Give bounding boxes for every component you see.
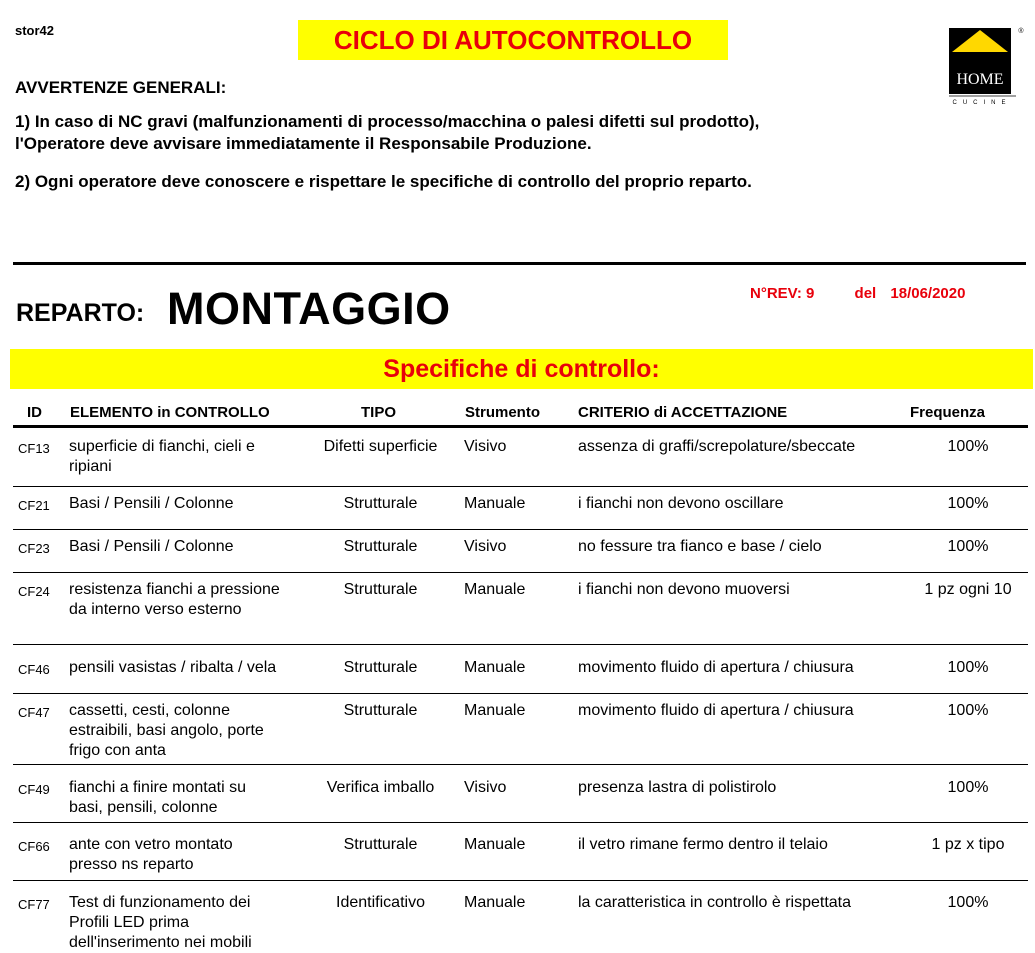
row-tipo: Strutturale bbox=[343, 581, 418, 598]
table-row bbox=[13, 494, 1028, 530]
document-title: CICLO DI AUTOCONTROLLO bbox=[298, 20, 728, 60]
warning-1-line-1: 1) In caso di NC gravi (malfunzionamenti di processo/macchina o palesi difetti sul prodotto), bbox=[15, 112, 760, 131]
row-separator bbox=[13, 486, 1028, 487]
department-name: MONTAGGIO bbox=[167, 283, 451, 334]
logo-text: HOME bbox=[956, 71, 1004, 88]
row-tipo: Strutturale bbox=[343, 538, 418, 555]
row-strumento: Manuale bbox=[464, 836, 526, 853]
col-header-tipo: TIPO bbox=[361, 404, 397, 421]
table-row bbox=[13, 437, 1028, 487]
registered-mark: ® bbox=[1018, 28, 1024, 35]
row-tipo: Difetti superficie bbox=[323, 438, 438, 455]
row-elemento: fianchi a finire montati su basi, pensili, colonne bbox=[69, 779, 246, 816]
col-header-strumento: Strumento bbox=[465, 404, 540, 421]
document-code: stor42 bbox=[15, 23, 55, 38]
row-strumento: Visivo bbox=[464, 538, 507, 555]
department-label: REPARTO: bbox=[16, 299, 145, 327]
row-separator bbox=[13, 764, 1028, 765]
row-id: CF13 bbox=[18, 441, 50, 456]
revision-date: 18/06/2020 bbox=[890, 285, 966, 302]
row-elemento: ante con vetro montato presso ns reparto bbox=[69, 836, 233, 873]
row-tipo: Strutturale bbox=[343, 659, 418, 676]
row-id: CF21 bbox=[18, 498, 50, 513]
row-criterio: la caratteristica in controllo è rispettata bbox=[578, 894, 852, 911]
warning-1 bbox=[15, 111, 895, 155]
col-header-frequenza: Frequenza bbox=[910, 404, 986, 421]
row-frequenza: 100% bbox=[947, 702, 989, 719]
row-separator bbox=[13, 693, 1028, 694]
home-cucine-logo bbox=[944, 24, 1024, 108]
row-elemento: Basi / Pensili / Colonne bbox=[69, 538, 234, 555]
row-separator bbox=[13, 822, 1028, 823]
row-frequenza: 1 pz x tipo bbox=[931, 836, 1005, 853]
row-tipo: Strutturale bbox=[343, 836, 418, 853]
row-tipo: Strutturale bbox=[343, 495, 418, 512]
row-elemento: cassetti, cesti, colonne estraibili, basi angolo, porte frigo con anta bbox=[69, 702, 264, 759]
row-strumento: Manuale bbox=[464, 894, 526, 911]
row-frequenza: 100% bbox=[947, 659, 989, 676]
row-frequenza: 100% bbox=[947, 538, 989, 555]
row-elemento: pensili vasistas / ribalta / vela bbox=[69, 659, 277, 676]
table-row bbox=[13, 778, 1028, 823]
row-id: CF49 bbox=[18, 782, 50, 797]
row-criterio: i fianchi non devono muoversi bbox=[578, 581, 790, 598]
revision-date-label: del bbox=[854, 285, 877, 302]
row-criterio: movimento fluido di apertura / chiusura bbox=[578, 659, 854, 676]
row-strumento: Manuale bbox=[464, 702, 526, 719]
row-separator bbox=[13, 529, 1028, 530]
row-elemento: Basi / Pensili / Colonne bbox=[69, 495, 234, 512]
row-id: CF66 bbox=[18, 839, 50, 854]
table-row bbox=[13, 658, 1028, 694]
row-criterio: movimento fluido di apertura / chiusura bbox=[578, 702, 854, 719]
row-tipo: Strutturale bbox=[343, 702, 418, 719]
row-frequenza: 100% bbox=[947, 894, 989, 911]
table-row bbox=[13, 580, 1028, 645]
row-frequenza: 100% bbox=[947, 779, 989, 796]
row-separator bbox=[13, 644, 1028, 645]
row-frequenza: 1 pz ogni 10 bbox=[924, 581, 1012, 598]
table-row bbox=[13, 701, 1028, 765]
table-header-rule bbox=[13, 425, 1028, 428]
specs-title: Specifiche di controllo: bbox=[10, 349, 1033, 389]
revision-number: N°REV: 9 bbox=[750, 285, 815, 302]
row-separator bbox=[13, 572, 1028, 573]
row-criterio: i fianchi non devono oscillare bbox=[578, 495, 784, 512]
revision-info bbox=[750, 285, 965, 302]
row-id: CF23 bbox=[18, 541, 50, 556]
row-strumento: Manuale bbox=[464, 495, 526, 512]
row-strumento: Visivo bbox=[464, 438, 507, 455]
section-divider bbox=[13, 262, 1026, 265]
row-frequenza: 100% bbox=[947, 495, 989, 512]
table-row bbox=[13, 537, 1028, 573]
table-row bbox=[13, 893, 1028, 949]
row-strumento: Visivo bbox=[464, 779, 507, 796]
row-criterio: assenza di graffi/screpolature/sbeccate bbox=[578, 438, 856, 455]
row-strumento: Manuale bbox=[464, 581, 526, 598]
row-elemento: Test di funzionamento dei Profili LED prima dell'inserimento nei mobili bbox=[69, 894, 252, 951]
warning-2: 2) Ogni operatore deve conoscere e rispettare le specifiche di controllo del proprio reparto. bbox=[15, 172, 752, 191]
row-id: CF24 bbox=[18, 584, 50, 599]
row-tipo: Verifica imballo bbox=[326, 779, 435, 796]
row-elemento: resistenza fianchi a pressione da interno verso esterno bbox=[69, 581, 280, 618]
warning-1-line-2: l'Operatore deve avvisare immediatamente il Responsabile Produzione. bbox=[15, 134, 592, 153]
row-criterio: no fessure tra fianco e base / cielo bbox=[578, 538, 822, 555]
row-frequenza: 100% bbox=[947, 438, 989, 455]
row-criterio: il vetro rimane fermo dentro il telaio bbox=[578, 836, 828, 853]
row-tipo: Identificativo bbox=[336, 894, 425, 911]
col-header-criterio: CRITERIO di ACCETTAZIONE bbox=[578, 404, 788, 421]
row-id: CF47 bbox=[18, 705, 50, 720]
row-elemento: superficie di fianchi, cieli e ripiani bbox=[69, 438, 255, 475]
warnings-title: AVVERTENZE GENERALI: bbox=[15, 78, 227, 97]
table-row bbox=[13, 835, 1028, 881]
row-strumento: Manuale bbox=[464, 659, 526, 676]
row-separator bbox=[13, 880, 1028, 881]
roof-logo-icon bbox=[944, 24, 1024, 108]
row-id: CF77 bbox=[18, 897, 50, 912]
row-id: CF46 bbox=[18, 662, 50, 677]
col-header-id: ID bbox=[27, 404, 42, 421]
logo-subtext: CUCINE bbox=[952, 100, 1012, 106]
col-header-elemento: ELEMENTO in CONTROLLO bbox=[70, 404, 270, 421]
row-criterio: presenza lastra di polistirolo bbox=[578, 779, 777, 796]
